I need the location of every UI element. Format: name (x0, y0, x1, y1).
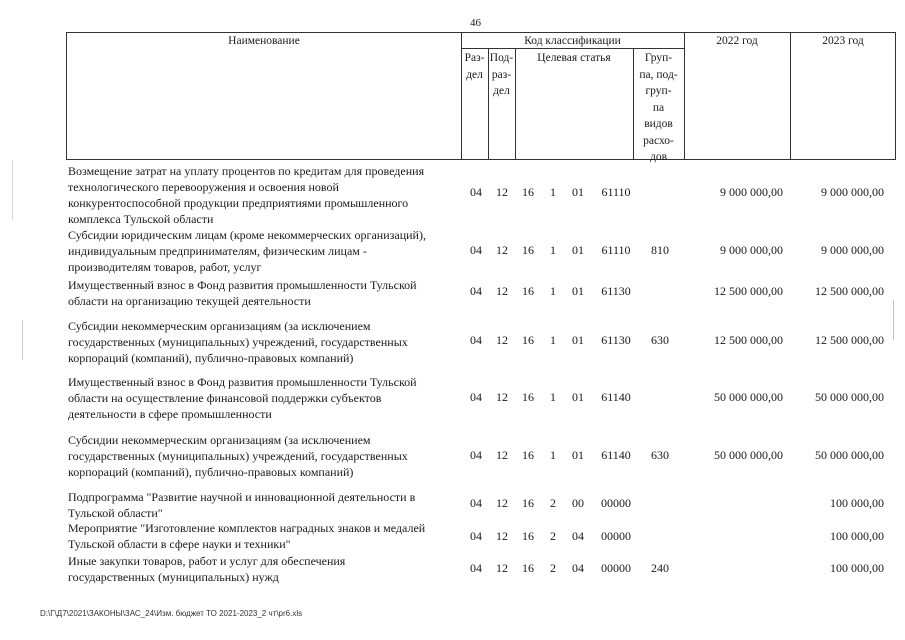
row-name (68, 374, 458, 422)
code-direction: 61130 (601, 333, 631, 347)
scan-mark (12, 160, 13, 220)
code-section: 04 (470, 448, 482, 462)
page-number: 46 (470, 17, 481, 29)
amount-2023: 100 000,00 (830, 496, 884, 510)
code-program: 16 (522, 390, 534, 404)
row-name-line: технологического перевооружения и освоения новой (68, 180, 339, 194)
amount-2023: 12 500 000,00 (815, 333, 884, 347)
row-name-line: деятельности в сфере промышленности (68, 407, 272, 421)
row-name-line: комплекса Тульской области (68, 212, 214, 226)
code-event: 04 (572, 529, 584, 543)
code-event: 01 (572, 448, 584, 462)
code-program: 16 (522, 561, 534, 575)
code-section: 04 (470, 333, 482, 347)
scan-mark (22, 320, 23, 360)
row-name-line: конкурентоспособной продукции предприятиями промышленного (68, 196, 409, 210)
header-year-2023: 2023 год (822, 35, 864, 47)
row-name (68, 553, 458, 585)
code-subprogram: 1 (550, 284, 556, 298)
code-section: 04 (470, 390, 482, 404)
code-subsection: 12 (496, 448, 508, 462)
row-name-line: Мероприятие "Изготовление комплектов наградных знаков и медалей (68, 521, 426, 535)
code-expense-group: 630 (651, 333, 669, 347)
row-name (68, 520, 458, 552)
amount-2023: 100 000,00 (830, 529, 884, 543)
code-subprogram: 1 (550, 185, 556, 199)
code-section: 04 (470, 243, 482, 257)
scan-mark (893, 300, 894, 340)
code-direction: 00000 (601, 561, 631, 575)
row-name-line: Подпрограмма "Развитие научной и инновационной деятельности в (68, 490, 416, 504)
header-subsection: Под- раз- дел (489, 52, 514, 97)
row-name-line: государственных (муниципальных) учреждений, государственных (68, 335, 408, 349)
code-direction: 61130 (601, 284, 631, 298)
row-name (68, 277, 458, 309)
row-name-line: Субсидии юридическим лицам (кроме некоммерческих организаций), (68, 228, 426, 242)
row-name-line: индивидуальным предпринимателям, физическим лицам - (68, 244, 367, 258)
code-event: 01 (572, 243, 584, 257)
amount-2023: 9 000 000,00 (821, 185, 884, 199)
code-subsection: 12 (496, 529, 508, 543)
amount-2022: 12 500 000,00 (714, 333, 783, 347)
row-name-line: Иные закупки товаров, работ и услуг для обеспечения (68, 554, 346, 568)
row-name (68, 489, 458, 521)
row-name-line: производителям товаров, работ, услуг (68, 260, 262, 274)
code-program: 16 (522, 243, 534, 257)
code-subprogram: 1 (550, 390, 556, 404)
row-name-line: государственных (муниципальных) учреждений, государственных (68, 449, 408, 463)
code-subprogram: 1 (550, 333, 556, 347)
code-program: 16 (522, 529, 534, 543)
code-event: 04 (572, 561, 584, 575)
row-name (68, 227, 458, 275)
amount-2022: 9 000 000,00 (720, 243, 783, 257)
amount-2023: 100 000,00 (830, 561, 884, 575)
code-section: 04 (470, 561, 482, 575)
row-name-line: корпораций (компаний), публично-правовых компаний) (68, 465, 354, 479)
row-name-line: корпораций (компаний), публично-правовых компаний) (68, 351, 354, 365)
row-name (68, 432, 458, 480)
code-subsection: 12 (496, 390, 508, 404)
row-name-line: Имущественный взнос в Фонд развития промышленности Тульской (68, 278, 417, 292)
code-subprogram: 1 (550, 243, 556, 257)
code-direction: 61140 (601, 448, 631, 462)
code-section: 04 (470, 529, 482, 543)
amount-2022: 50 000 000,00 (714, 448, 783, 462)
amount-2022: 12 500 000,00 (714, 284, 783, 298)
row-name (68, 318, 458, 366)
header-group: Груп- па, под- груп- па видов расхо- дов (639, 52, 678, 163)
code-event: 01 (572, 333, 584, 347)
code-subprogram: 2 (550, 496, 556, 510)
code-expense-group: 810 (651, 243, 669, 257)
code-subsection: 12 (496, 333, 508, 347)
amount-2023: 9 000 000,00 (821, 243, 884, 257)
code-section: 04 (470, 284, 482, 298)
code-subprogram: 2 (550, 529, 556, 543)
code-program: 16 (522, 284, 534, 298)
header-divider (684, 33, 685, 159)
code-program: 16 (522, 333, 534, 347)
header-name: Наименование (228, 35, 300, 47)
code-section: 04 (470, 496, 482, 510)
row-name-line: Субсидии некоммерческим организациям (за исключением (68, 319, 371, 333)
header-classification: Код классификации (524, 35, 621, 47)
header-section: Раз- дел (464, 52, 485, 81)
amount-2023: 50 000 000,00 (815, 448, 884, 462)
code-subsection: 12 (496, 284, 508, 298)
code-expense-group: 630 (651, 448, 669, 462)
code-direction: 00000 (601, 529, 631, 543)
header-divider (790, 33, 791, 159)
code-direction: 00000 (601, 496, 631, 510)
row-name-line: Возмещение затрат на уплату процентов по кредитам для проведения (68, 164, 425, 178)
code-event: 01 (572, 185, 584, 199)
header-target-article: Целевая статья (537, 52, 611, 64)
code-event: 00 (572, 496, 584, 510)
code-program: 16 (522, 185, 534, 199)
code-subprogram: 2 (550, 561, 556, 575)
code-event: 01 (572, 390, 584, 404)
row-name-line: Субсидии некоммерческим организациям (за исключением (68, 433, 371, 447)
code-subprogram: 1 (550, 448, 556, 462)
code-subsection: 12 (496, 496, 508, 510)
code-direction: 61110 (601, 243, 631, 257)
header-year-2022: 2022 год (716, 35, 758, 47)
code-program: 16 (522, 448, 534, 462)
row-name-line: Имущественный взнос в Фонд развития промышленности Тульской (68, 375, 417, 389)
code-program: 16 (522, 496, 534, 510)
row-name-line: области на организацию текущей деятельности (68, 294, 311, 308)
row-name-line: государственных (муниципальных) нужд (68, 570, 279, 584)
amount-2022: 50 000 000,00 (714, 390, 783, 404)
table-header (66, 32, 896, 163)
amount-2022: 9 000 000,00 (720, 185, 783, 199)
code-subsection: 12 (496, 561, 508, 575)
amount-2023: 50 000 000,00 (815, 390, 884, 404)
row-name-line: Тульской области" (68, 506, 163, 520)
row-name (68, 163, 458, 227)
row-name-line: области на осуществление финансовой поддержки субъектов (68, 391, 382, 405)
amount-2023: 12 500 000,00 (815, 284, 884, 298)
code-expense-group: 240 (651, 561, 669, 575)
code-subsection: 12 (496, 243, 508, 257)
row-name-line: Тульской области в сфере науки и техники" (68, 537, 291, 551)
code-direction: 61140 (601, 390, 631, 404)
code-section: 04 (470, 185, 482, 199)
file-path-footer: D:\Г\Д7\2021\ЗАКОНЫ\ЗАС_24\Изм. бюджет ТО 2021-2023_2 чт\pr6.xls (40, 609, 303, 618)
code-event: 01 (572, 284, 584, 298)
code-subsection: 12 (496, 185, 508, 199)
code-direction: 61110 (601, 185, 631, 199)
